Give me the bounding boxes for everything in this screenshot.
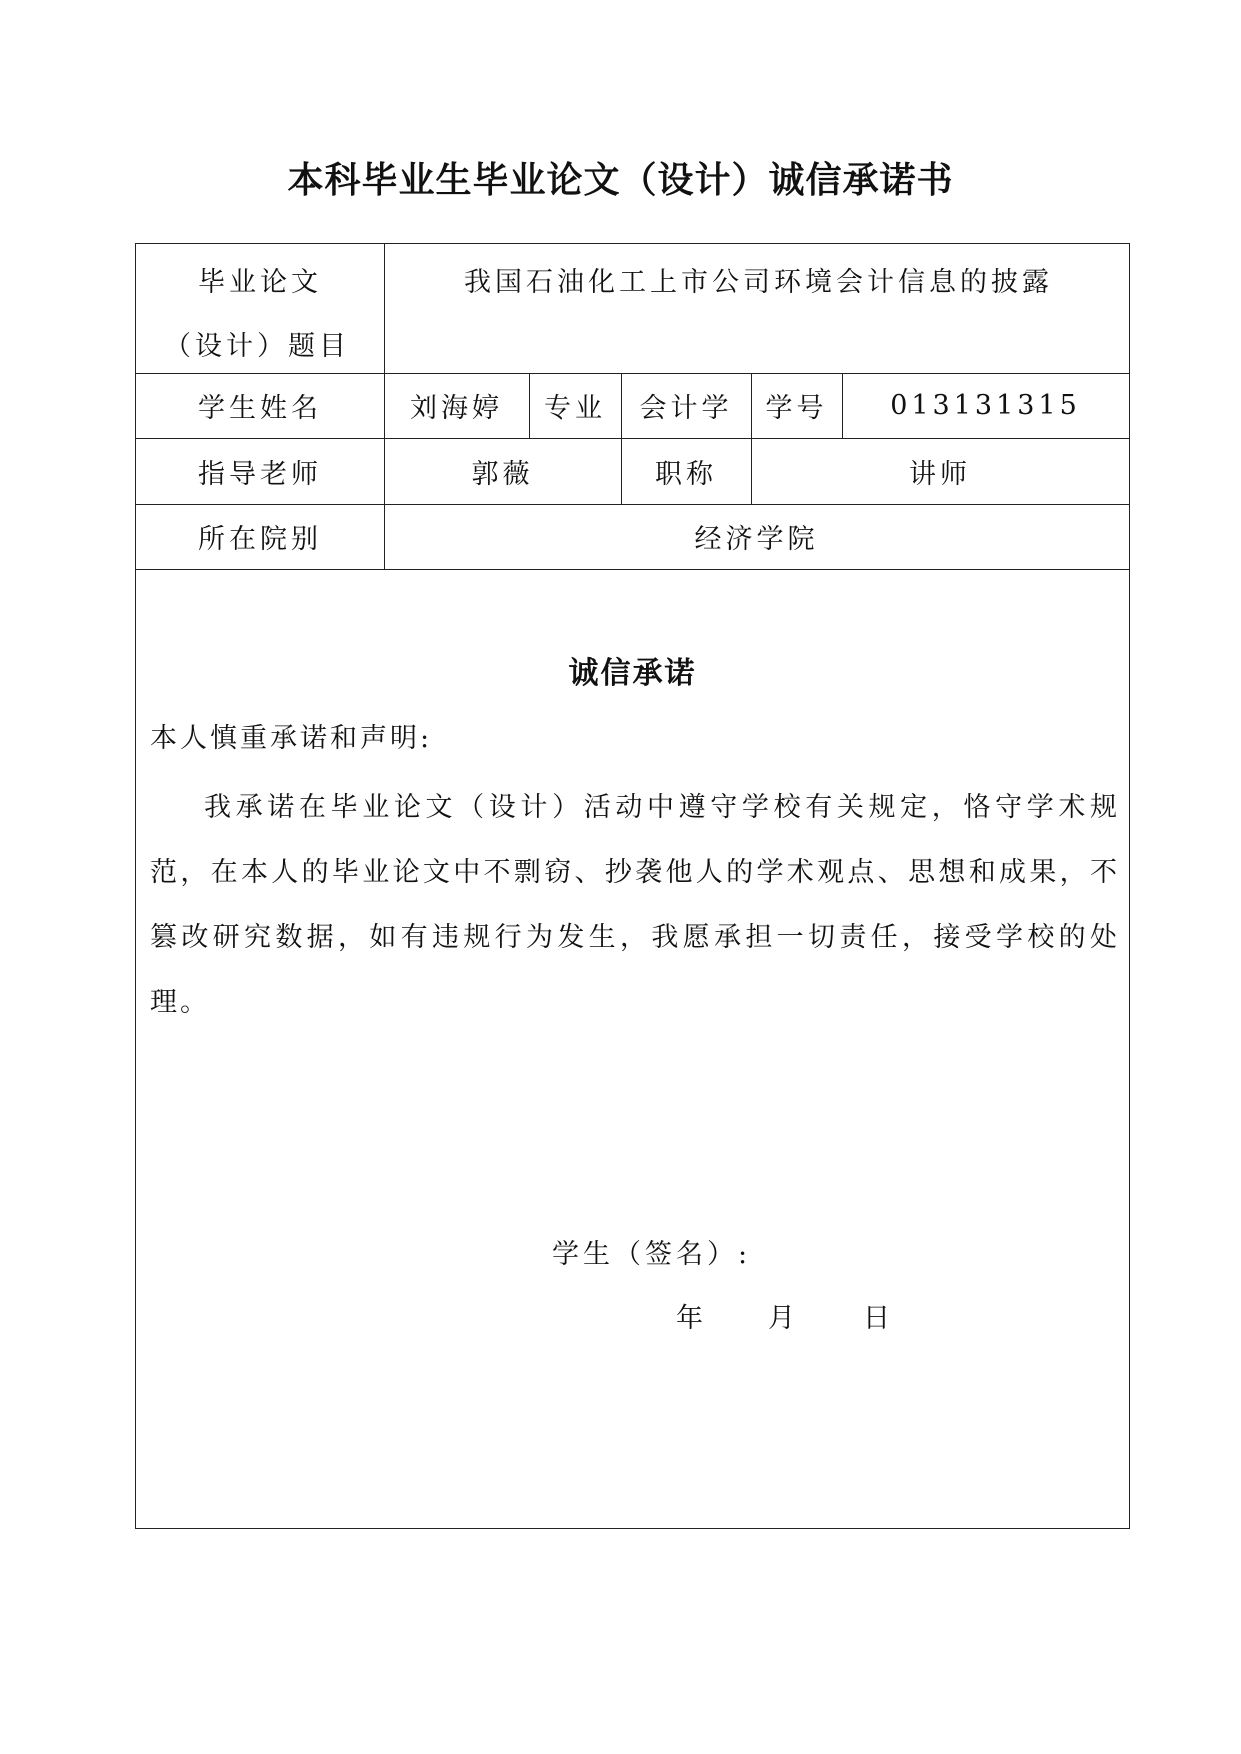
advisor-label: 指导老师 <box>198 458 322 490</box>
thesis-title-value: 我国石油化工上市公司环境会计信息的披露 <box>464 267 1053 298</box>
date-year-label: 年 <box>676 1303 703 1334</box>
school-label: 所在院别 <box>198 524 322 555</box>
student-name-label: 学生姓名 <box>198 393 322 424</box>
document-title: 本科毕业生毕业论文（设计）诚信承诺书 <box>287 160 954 201</box>
pledge-body: 我承诺在毕业论文（设计）活动中遵守学校有关规定，恪守学术规范，在本人的毕业论文中不剽窃、抄袭他人的学术观点、思想和成果，不篡改研究数据，如有违规行为发生，我愿承担一切责任，接受学校的处理。 <box>150 792 1120 1018</box>
student-name-value: 刘海婷 <box>410 393 503 424</box>
pledge-intro: 本人慎重承诺和声明: <box>150 723 433 754</box>
major-label: 专业 <box>544 393 606 424</box>
pledge-heading: 诚信承诺 <box>568 656 697 691</box>
school-value: 经济学院 <box>694 524 819 555</box>
row-divider <box>136 569 1129 570</box>
major-value: 会计学 <box>639 393 733 424</box>
thesis-title-label-line2: （设计）题目 <box>164 331 350 362</box>
advisor-title-label: 职称 <box>655 458 717 490</box>
student-id-label: 学号 <box>765 393 828 424</box>
thesis-title-label-line1: 毕业论文 <box>198 267 322 298</box>
student-id-value: 013131315 <box>890 390 1081 421</box>
date-month-label: 月 <box>768 1303 795 1334</box>
advisor-value: 郭薇 <box>471 458 534 490</box>
date-day-label: 日 <box>863 1303 890 1334</box>
advisor-title-value: 讲师 <box>909 458 971 490</box>
student-signature-label: 学生（签名）: <box>552 1239 752 1270</box>
